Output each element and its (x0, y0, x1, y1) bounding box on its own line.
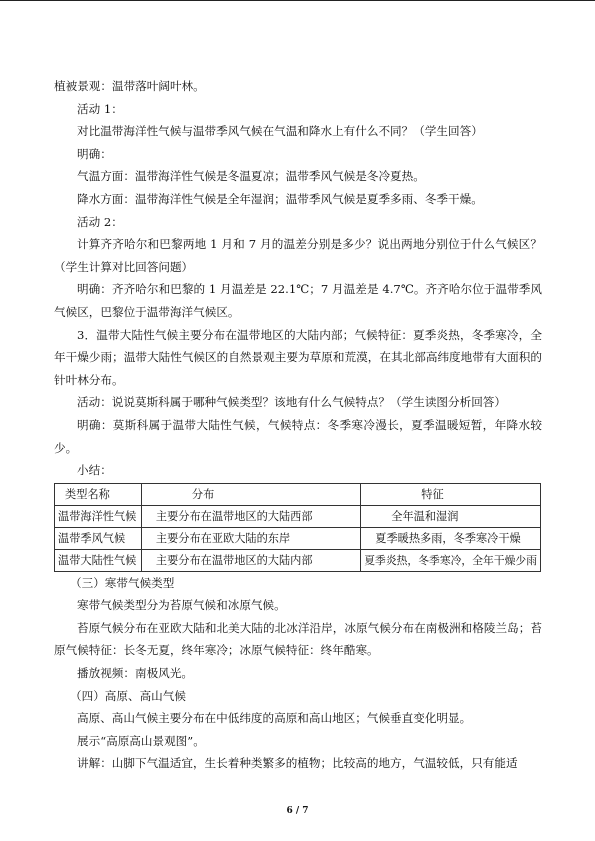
frigid-paragraph: 苔原气候分布在亚欧大陆和北美大陆的北冰洋沿岸，冰原气候分布在南极洲和格陵兰岛；苔原气候特征：长冬无夏，终年寒冷；冰原气候特征：终年酷寒。 (54, 620, 542, 658)
moscow-answer: 明确：莫斯科属于温带大陆性气候，气候特点：冬季寒冷漫长，夏季温暖短暂，年降水较少。 (54, 417, 542, 455)
summary-label: 小结： (77, 463, 112, 478)
table-row (55, 505, 541, 527)
table-header-cell: 特征 (361, 483, 541, 505)
section-3-heading: （三）寒带气候类型 (70, 575, 175, 590)
explain-paragraph: 讲解：山脚下气温适宜，生长着种类繁多的植物；比较高的地方，气温较低，只有能适 (77, 756, 518, 771)
frigid-intro: 寒带气候类型分为苔原气候和冰原气候。 (77, 598, 286, 613)
activity-2-label: 活动 2： (77, 214, 123, 229)
table-cell: 主要分布在亚欧大陆的东岸 (141, 527, 360, 549)
activity-1-label: 活动 1： (77, 101, 123, 116)
activity-1-question: 对比温带海洋性气候与温带季风气候在气温和降水上有什么不同？（学生回答） (77, 124, 483, 139)
page-number: 6 / 7 (286, 806, 309, 816)
table-cell: 温带大陆性气候 (55, 549, 142, 571)
header-rule (0, 0, 595, 1)
document-body (54, 75, 542, 775)
table-cell: 主要分布在温带地区的大陆内部 (141, 549, 360, 571)
table-header-cell: 类型名称 (55, 483, 142, 505)
continental-climate-paragraph: 3．温带大陆性气候主要分布在温带地区的大陆内部；气候特征：夏季炎热，冬季寒冷，全年干燥少雨；温带大陆性气候区的自然景观主要为草原和荒漠，在其北部高纬度地带有大面积的针叶林分布。 (54, 327, 542, 387)
precipitation-comparison: 降水方面：温带海洋性气候是全年湿润；温带季风气候是夏季多雨、冬季干燥。 (77, 191, 483, 206)
temperature-comparison: 气温方面：温带海洋性气候是冬温夏凉；温带季风气候是冬冷夏热。 (77, 169, 425, 184)
video-line: 播放视频：南极风光。 (77, 666, 193, 681)
table-cell: 主要分布在温带地区的大陆西部 (141, 505, 360, 527)
table-cell: 温带海洋性气候 (55, 505, 142, 527)
show-line: 展示“高原高山景观图”。 (77, 733, 205, 748)
table-cell: 全年温和湿润 (361, 505, 541, 527)
table-header-row (55, 483, 541, 505)
table-header-cell: 分布 (141, 483, 360, 505)
vegetation-line: 植被景观：温带落叶阔叶林。 (54, 79, 205, 93)
table-cell: 夏季炎热，冬季寒冷，全年干燥少雨 (361, 549, 541, 571)
moscow-activity: 活动：说说莫斯科属于哪种气候类型？该地有什么气候特点？（学生读图分析回答） (77, 395, 506, 410)
clarify-label: 明确： (77, 146, 112, 161)
table-row (55, 527, 541, 549)
table-cell: 夏季暖热多雨，冬季寒冷干燥 (361, 527, 541, 549)
table-cell: 温带季风气候 (55, 527, 142, 549)
activity-2-answer: 明确：齐齐哈尔和巴黎的 1 月温差是 22.1℃；7 月温差是 4.7℃。齐齐哈尔位于温带季风气候区，巴黎位于温带海洋气候区。 (54, 282, 542, 319)
table-row (55, 549, 541, 571)
activity-2-question: 计算齐齐哈尔和巴黎两地 1 月和 7 月的温差分别是多少？说出两地分别位于什么气候区？（学生计算对比回答问题） (54, 237, 542, 274)
section-4-heading: （四）高原、高山气候 (70, 688, 186, 703)
highland-paragraph: 高原、高山气候主要分布在中低纬度的高原和高山地区；气候垂直变化明显。 (77, 711, 472, 726)
summary-table (54, 483, 541, 572)
